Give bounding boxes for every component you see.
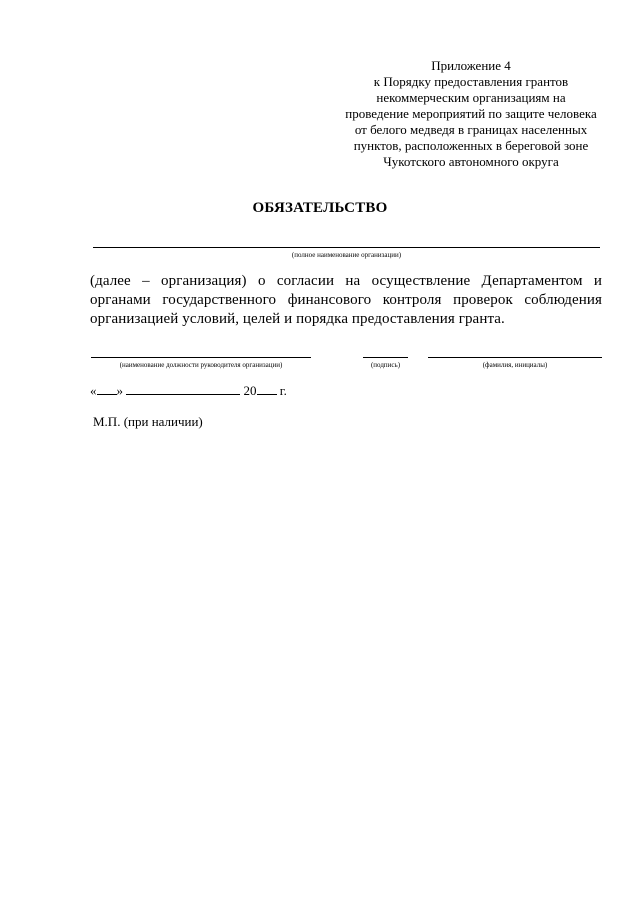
date-line <box>90 383 287 399</box>
appendix-line: Приложение 4 <box>431 58 511 73</box>
year-field[interactable] <box>257 384 277 395</box>
name-initials-field[interactable] <box>428 357 602 358</box>
position-field[interactable] <box>91 357 311 358</box>
organization-name-field[interactable] <box>93 247 600 248</box>
year-suffix: г. <box>279 383 287 398</box>
appendix-line: проведение мероприятий по защите человека <box>345 106 597 121</box>
signature-field[interactable] <box>363 357 408 358</box>
day-field[interactable] <box>97 384 117 395</box>
stamp-label: М.П. (при наличии) <box>93 414 203 429</box>
appendix-line: некоммерческим организациям на <box>376 90 566 105</box>
organization-name-caption: (полное наименование организации) <box>291 251 402 259</box>
appendix-line: Чукотского автономного округа <box>383 154 559 169</box>
year-prefix: 20 <box>243 383 257 398</box>
signature-caption: (подпись) <box>370 361 401 369</box>
appendix-line: от белого медведя в границах населенных <box>354 122 588 137</box>
appendix-header <box>340 58 602 170</box>
document-title: ОБЯЗАТЕЛЬСТВО <box>252 200 388 216</box>
date-close-quote: » <box>116 383 123 398</box>
name-initials-caption: (фамилия, инициалы) <box>482 361 548 369</box>
date-open-quote: « <box>90 383 97 398</box>
obligation-text: (далее – организация) о согласии на осуществление Департаментом и органами государственного финансового контроля проверок соблюдения организацией условий, целей и порядка предоставления гранта. <box>90 273 602 327</box>
month-field[interactable] <box>126 384 240 395</box>
position-caption: (наименование должности руководителя организации) <box>119 361 283 369</box>
appendix-line: пунктов, расположенных в береговой зоне <box>353 138 589 153</box>
appendix-line: к Порядку предоставления грантов <box>373 74 569 89</box>
